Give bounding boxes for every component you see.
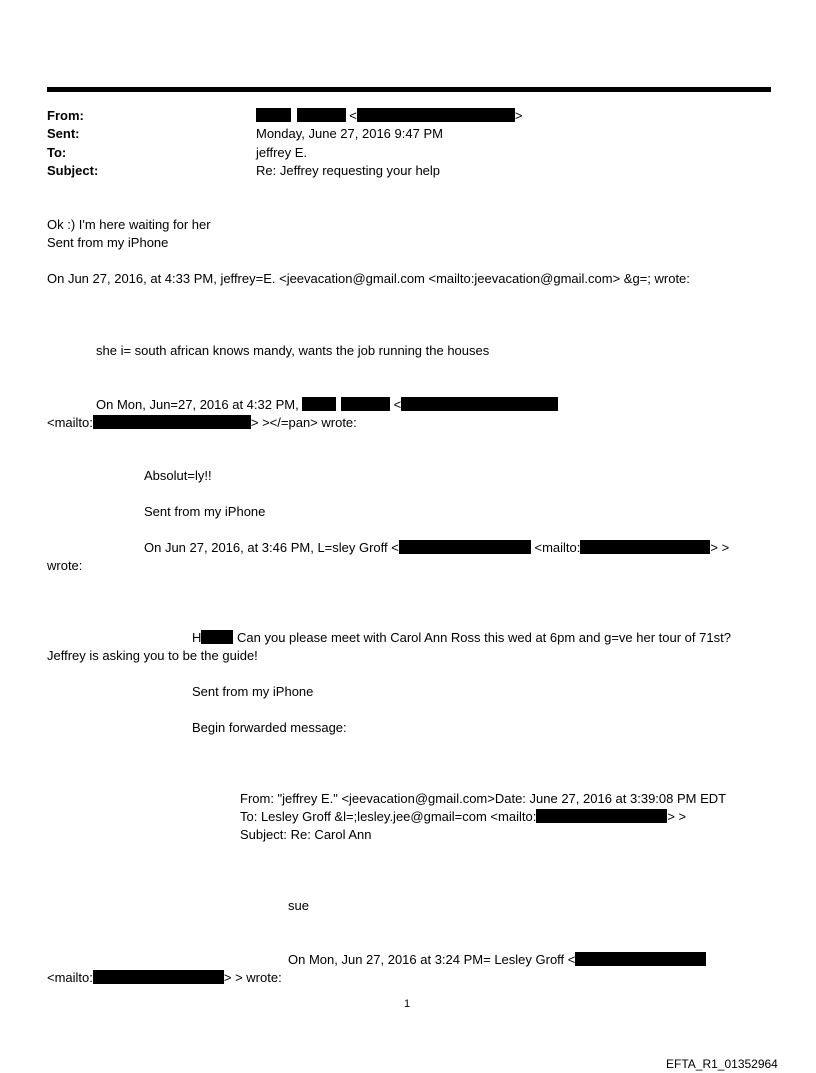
- quote-line: Sent from my iPhone: [192, 684, 314, 699]
- redaction-block: [341, 397, 390, 411]
- quote-line: [192, 630, 731, 646]
- page-number: 1: [404, 998, 411, 1010]
- redaction-block: [297, 108, 346, 122]
- to-value: jeffrey E.: [256, 145, 308, 160]
- redaction-block: [256, 108, 291, 122]
- quote-line: Jeffrey is asking you to be the guide!: [47, 648, 258, 663]
- forward-to: [240, 809, 686, 825]
- mailto-suffix: > >: [710, 540, 730, 555]
- redaction-block: [580, 540, 710, 554]
- from-value: [256, 108, 522, 124]
- quote-line: she i= south african knows mandy, wants the job running the houses: [96, 343, 490, 358]
- quote-header: [288, 952, 706, 968]
- body-line: Sent from my iPhone: [47, 235, 169, 250]
- mailto-suffix: > ></=pan> wrote:: [250, 415, 357, 430]
- mailto-prefix: <mailto:: [47, 415, 93, 430]
- sent-value: Monday, June 27, 2016 9:47 PM: [256, 126, 443, 141]
- redaction-block: [575, 952, 706, 966]
- quote-line: sue: [288, 898, 309, 913]
- quote-mailto: [47, 415, 357, 431]
- redaction-block: [201, 630, 233, 644]
- body-line: On Jun 27, 2016, at 4:33 PM, jeffrey=E. <jeevacation@gmail.com <mailto:jeevacation@gmail.com> &g=; wrote:: [47, 271, 690, 286]
- quote-text: Can you please meet with Carol Ann Ross this wed at 6pm and g=ve her tour of 71st?: [237, 630, 731, 645]
- redaction-block: [357, 108, 515, 122]
- from-lt: <: [349, 108, 357, 123]
- document-id: EFTA_R1_01352964: [666, 1057, 778, 1071]
- mailto-suffix: > > wrote:: [223, 970, 282, 985]
- quote-line: Sent from my iPhone: [144, 504, 266, 519]
- quote-header: [144, 540, 729, 556]
- redaction-block: [399, 540, 531, 554]
- quote-header-text: On Mon, Jun=27, 2016 at 4:32 PM,: [96, 397, 299, 412]
- quote-mailto: [47, 970, 282, 986]
- sent-label: Sent:: [47, 126, 80, 141]
- quote-line: Begin forwarded message:: [192, 720, 347, 735]
- mailto-prefix: <mailto:: [534, 540, 581, 555]
- subject-label: Subject:: [47, 163, 99, 178]
- quote-line: wrote:: [47, 558, 83, 573]
- greeting-initial: H: [192, 630, 202, 645]
- forward-to-suffix: > >: [667, 809, 687, 824]
- body-line: Ok :) I'm here waiting for her: [47, 217, 211, 232]
- quote-header-text: On Mon, Jun 27, 2016 at 3:24 PM= Lesley Groff <: [288, 952, 576, 967]
- redaction-block: [93, 415, 251, 429]
- from-label: From:: [47, 108, 84, 123]
- redaction-block: [401, 397, 558, 411]
- quote-header-lt: <: [393, 397, 402, 412]
- quote-header-text: On Jun 27, 2016, at 3:46 PM, L=sley Groff <: [144, 540, 399, 555]
- mailto-prefix: <mailto:: [47, 970, 93, 985]
- from-gt: >: [514, 108, 523, 123]
- forward-from: From: "jeffrey E." <jeevacation@gmail.com>Date: June 27, 2016 at 3:39:08 PM EDT: [240, 791, 727, 806]
- quote-header: [96, 397, 558, 413]
- redaction-block: [536, 809, 667, 823]
- header-rule: [47, 87, 771, 92]
- subject-value: Re: Jeffrey requesting your help: [256, 163, 441, 178]
- forward-subject: Subject: Re: Carol Ann: [240, 827, 372, 842]
- redaction-block: [302, 397, 336, 411]
- quote-line: Absolut=ly!!: [144, 468, 212, 483]
- to-label: To:: [47, 145, 67, 160]
- forward-to-text: To: Lesley Groff &l=;lesley.jee@gmail=com <mailto:: [240, 809, 537, 824]
- redaction-block: [93, 970, 224, 984]
